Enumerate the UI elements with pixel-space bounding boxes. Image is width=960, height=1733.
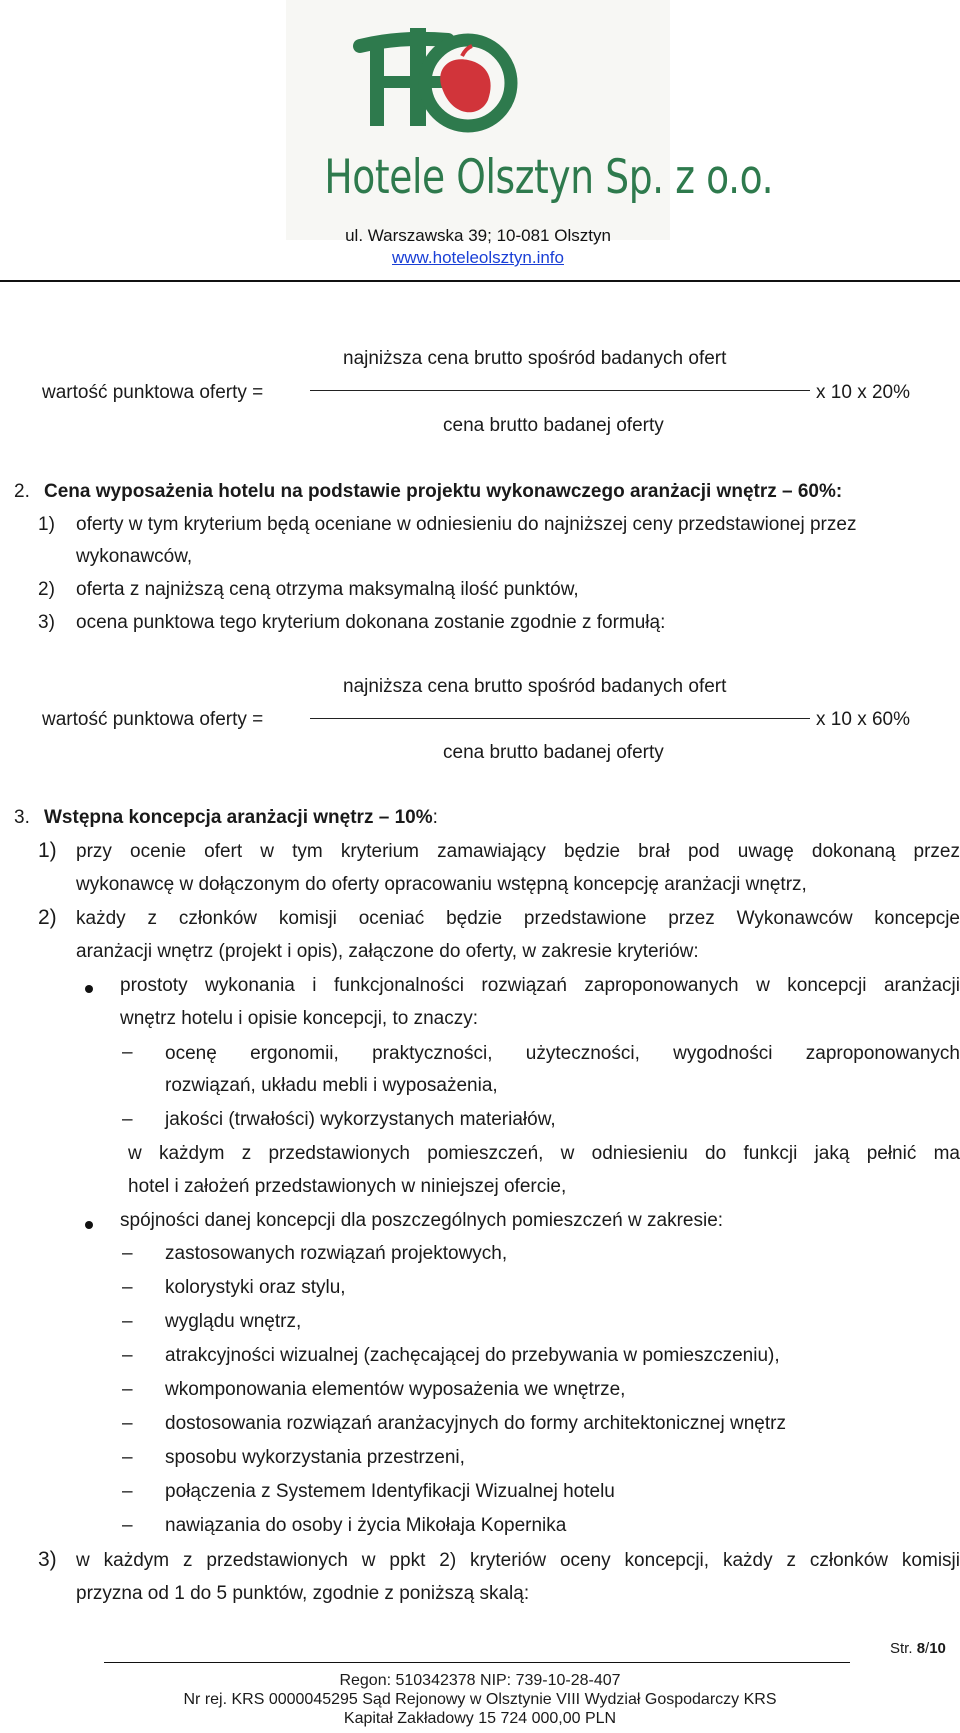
section-2-item-3-number: 3)	[38, 612, 55, 633]
section-2-item-3-line-1: ocena punktowa tego kryterium dokonana zostanie zgodnie z formułą:	[76, 612, 666, 633]
footer-krs: Nr rej. KRS 0000045295 Sąd Rejonowy w Olsztynie VIII Wydział Gospodarczy KRS	[183, 1691, 777, 1708]
section-2-number: 2.	[14, 481, 30, 502]
company-name: Hotele Olsztyn Sp. z o.o.	[324, 150, 774, 205]
section-3-item-1-number: 1)	[38, 839, 57, 862]
footer-regon-nip: Regon: 510342378 NIP: 739-10-28-407	[339, 1672, 621, 1689]
section-3-item-2-line-2: aranżacji wnętrz (projekt i opis), załączone do oferty, w zakresie kryteriów:	[76, 941, 699, 962]
page-number-separator: /	[925, 1640, 930, 1657]
bullet-1-dash-1-marker: –	[122, 1042, 133, 1063]
formula-2-denominator: cena brutto badanej oferty	[443, 742, 664, 763]
formula-1-numerator: najniższa cena brutto spośród badanych ofert	[343, 348, 727, 369]
footer-divider	[104, 1662, 850, 1663]
section-2-item-1-number: 1)	[38, 514, 55, 535]
bullet-1-dash-1-line-1: ocenę ergonomii, praktyczności, użyteczności, wygodności zaproponowanych	[165, 1043, 960, 1064]
bullet-2-dash-8: połączenia z Systemem Identyfikacji Wizualnej hotelu	[165, 1481, 615, 1502]
page-number-label: Str.	[890, 1640, 917, 1657]
formula-1-fraction-line	[310, 390, 810, 391]
bullet-2-dash-9-marker: –	[122, 1515, 133, 1536]
bullet-1-dash-2-marker: –	[122, 1109, 133, 1130]
section-2-title: Cena wyposażenia hotelu na podstawie projektu wykonawczego aranżacji wnętrz – 60%:	[44, 481, 843, 502]
formula-2-numerator: najniższa cena brutto spośród badanych ofert	[343, 676, 727, 697]
bullet-2-dash-6-marker: –	[122, 1413, 133, 1434]
bullet-1-line-1: prostoty wykonania i funkcjonalności rozwiązań zaproponowanych w koncepcji aranżacji	[120, 975, 960, 996]
section-3-item-1-line-2: wykonawcę w dołączonym do oferty opracowaniu wstępną koncepcję aranżacji wnętrz,	[76, 874, 807, 895]
bullet-2-dash-4-marker: –	[122, 1345, 133, 1366]
section-3-item-2-line-1: każdy z członków komisji oceniać będzie przedstawione przez Wykonawców koncepcje	[76, 908, 960, 929]
bullet-2-dash-7-marker: –	[122, 1447, 133, 1468]
bullet-2-dash-7: sposobu wykorzystania przestrzeni,	[165, 1447, 465, 1468]
bullet-2-dash-3-marker: –	[122, 1311, 133, 1332]
section-3-title-suffix: :	[432, 807, 438, 828]
bullet-2-dash-5-marker: –	[122, 1379, 133, 1400]
bullet-1-dash-1-line-2: rozwiązań, układu mebli i wyposażenia,	[165, 1075, 498, 1096]
formula-1-left: wartość punktowa oferty =	[42, 382, 264, 403]
section-2-item-2-number: 2)	[38, 579, 55, 600]
formula-1-denominator: cena brutto badanej oferty	[443, 415, 664, 436]
company-address: ul. Warszawska 39; 10-081 Olsztyn	[345, 226, 611, 245]
bullet-2-dash-8-marker: –	[122, 1481, 133, 1502]
bullet-1-line-2: wnętrz hotelu i opisie koncepcji, to znaczy:	[120, 1008, 479, 1029]
bullet-1-tail-line-1: w każdym z przedstawionych pomieszczeń, w odniesieniu do funkcji jaką pełnić ma	[128, 1143, 960, 1164]
section-3-item-3-line-2: przyzna od 1 do 5 punktów, zgodnie z poniższą skalą:	[76, 1583, 530, 1604]
page-number	[890, 1640, 946, 1657]
bullet-2-dash-4: atrakcyjności wizualnej (zachęcającej do przebywania w pomieszczeniu),	[165, 1345, 780, 1366]
section-3-item-3-line-1: w każdym z przedstawionych w ppkt 2) kryteriów oceny koncepcji, każdy z członków komisji	[76, 1550, 960, 1571]
section-3-title: Wstępna koncepcja aranżacji wnętrz – 10%	[44, 807, 433, 828]
bullet-1-dash-2-line-1: jakości (trwałości) wykorzystanych materiałów,	[165, 1109, 556, 1130]
bullet-1-marker	[85, 985, 93, 993]
company-website-link[interactable]: www.hoteleolsztyn.info	[392, 248, 564, 267]
section-3-item-3-number: 3)	[38, 1548, 57, 1571]
letterhead	[0, 0, 960, 282]
formula-2-fraction-line	[310, 718, 810, 719]
section-3-item-2-number: 2)	[38, 906, 57, 929]
bullet-2-dash-1-marker: –	[122, 1243, 133, 1264]
bullet-2-dash-1: zastosowanych rozwiązań projektowych,	[165, 1243, 508, 1264]
section-2-item-1-line-1: oferty w tym kryterium będą oceniane w odniesieniu do najniższej ceny przedstawionej przez	[76, 514, 857, 535]
bullet-2-dash-6: dostosowania rozwiązań aranżacyjnych do formy architektonicznej wnętrz	[165, 1413, 786, 1434]
section-3-number: 3.	[14, 807, 30, 828]
formula-2-left: wartość punktowa oferty =	[42, 709, 264, 730]
bullet-2-line-1: spójności danej koncepcji dla poszczególnych pomieszczeń w zakresie:	[120, 1210, 724, 1231]
bullet-2-dash-5: wkomponowania elementów wyposażenia we wnętrze,	[165, 1379, 626, 1400]
section-3-heading	[44, 805, 438, 831]
page-number-current: 8	[916, 1640, 926, 1657]
section-2-item-2-line-1: oferta z najniższą ceną otrzyma maksymalną ilość punktów,	[76, 579, 579, 600]
formula-1-right: x 10 x 20%	[816, 382, 910, 403]
section-2-item-1-line-2: wykonawców,	[76, 546, 193, 567]
footer-capital: Kapitał Zakładowy 15 724 000,00 PLN	[343, 1710, 617, 1727]
formula-2-right: x 10 x 60%	[816, 709, 910, 730]
bullet-2-dash-2-marker: –	[122, 1277, 133, 1298]
page-number-total: 10	[929, 1640, 946, 1657]
section-3-item-1-line-1: przy ocenie ofert w tym kryterium zamawiający będzie brał pod uwagę dokonaną przez	[76, 841, 960, 862]
bullet-2-dash-3: wyglądu wnętrz,	[165, 1311, 302, 1332]
bullet-1-tail-line-2: hotel i założeń przedstawionych w niniejszej ofercie,	[128, 1176, 567, 1197]
bullet-2-marker	[85, 1221, 93, 1229]
header-divider	[0, 280, 960, 282]
bullet-2-dash-2: kolorystyki oraz stylu,	[165, 1277, 346, 1298]
bullet-2-dash-9: nawiązania do osoby i życia Mikołaja Kopernika	[165, 1515, 567, 1536]
company-logo	[330, 18, 550, 153]
